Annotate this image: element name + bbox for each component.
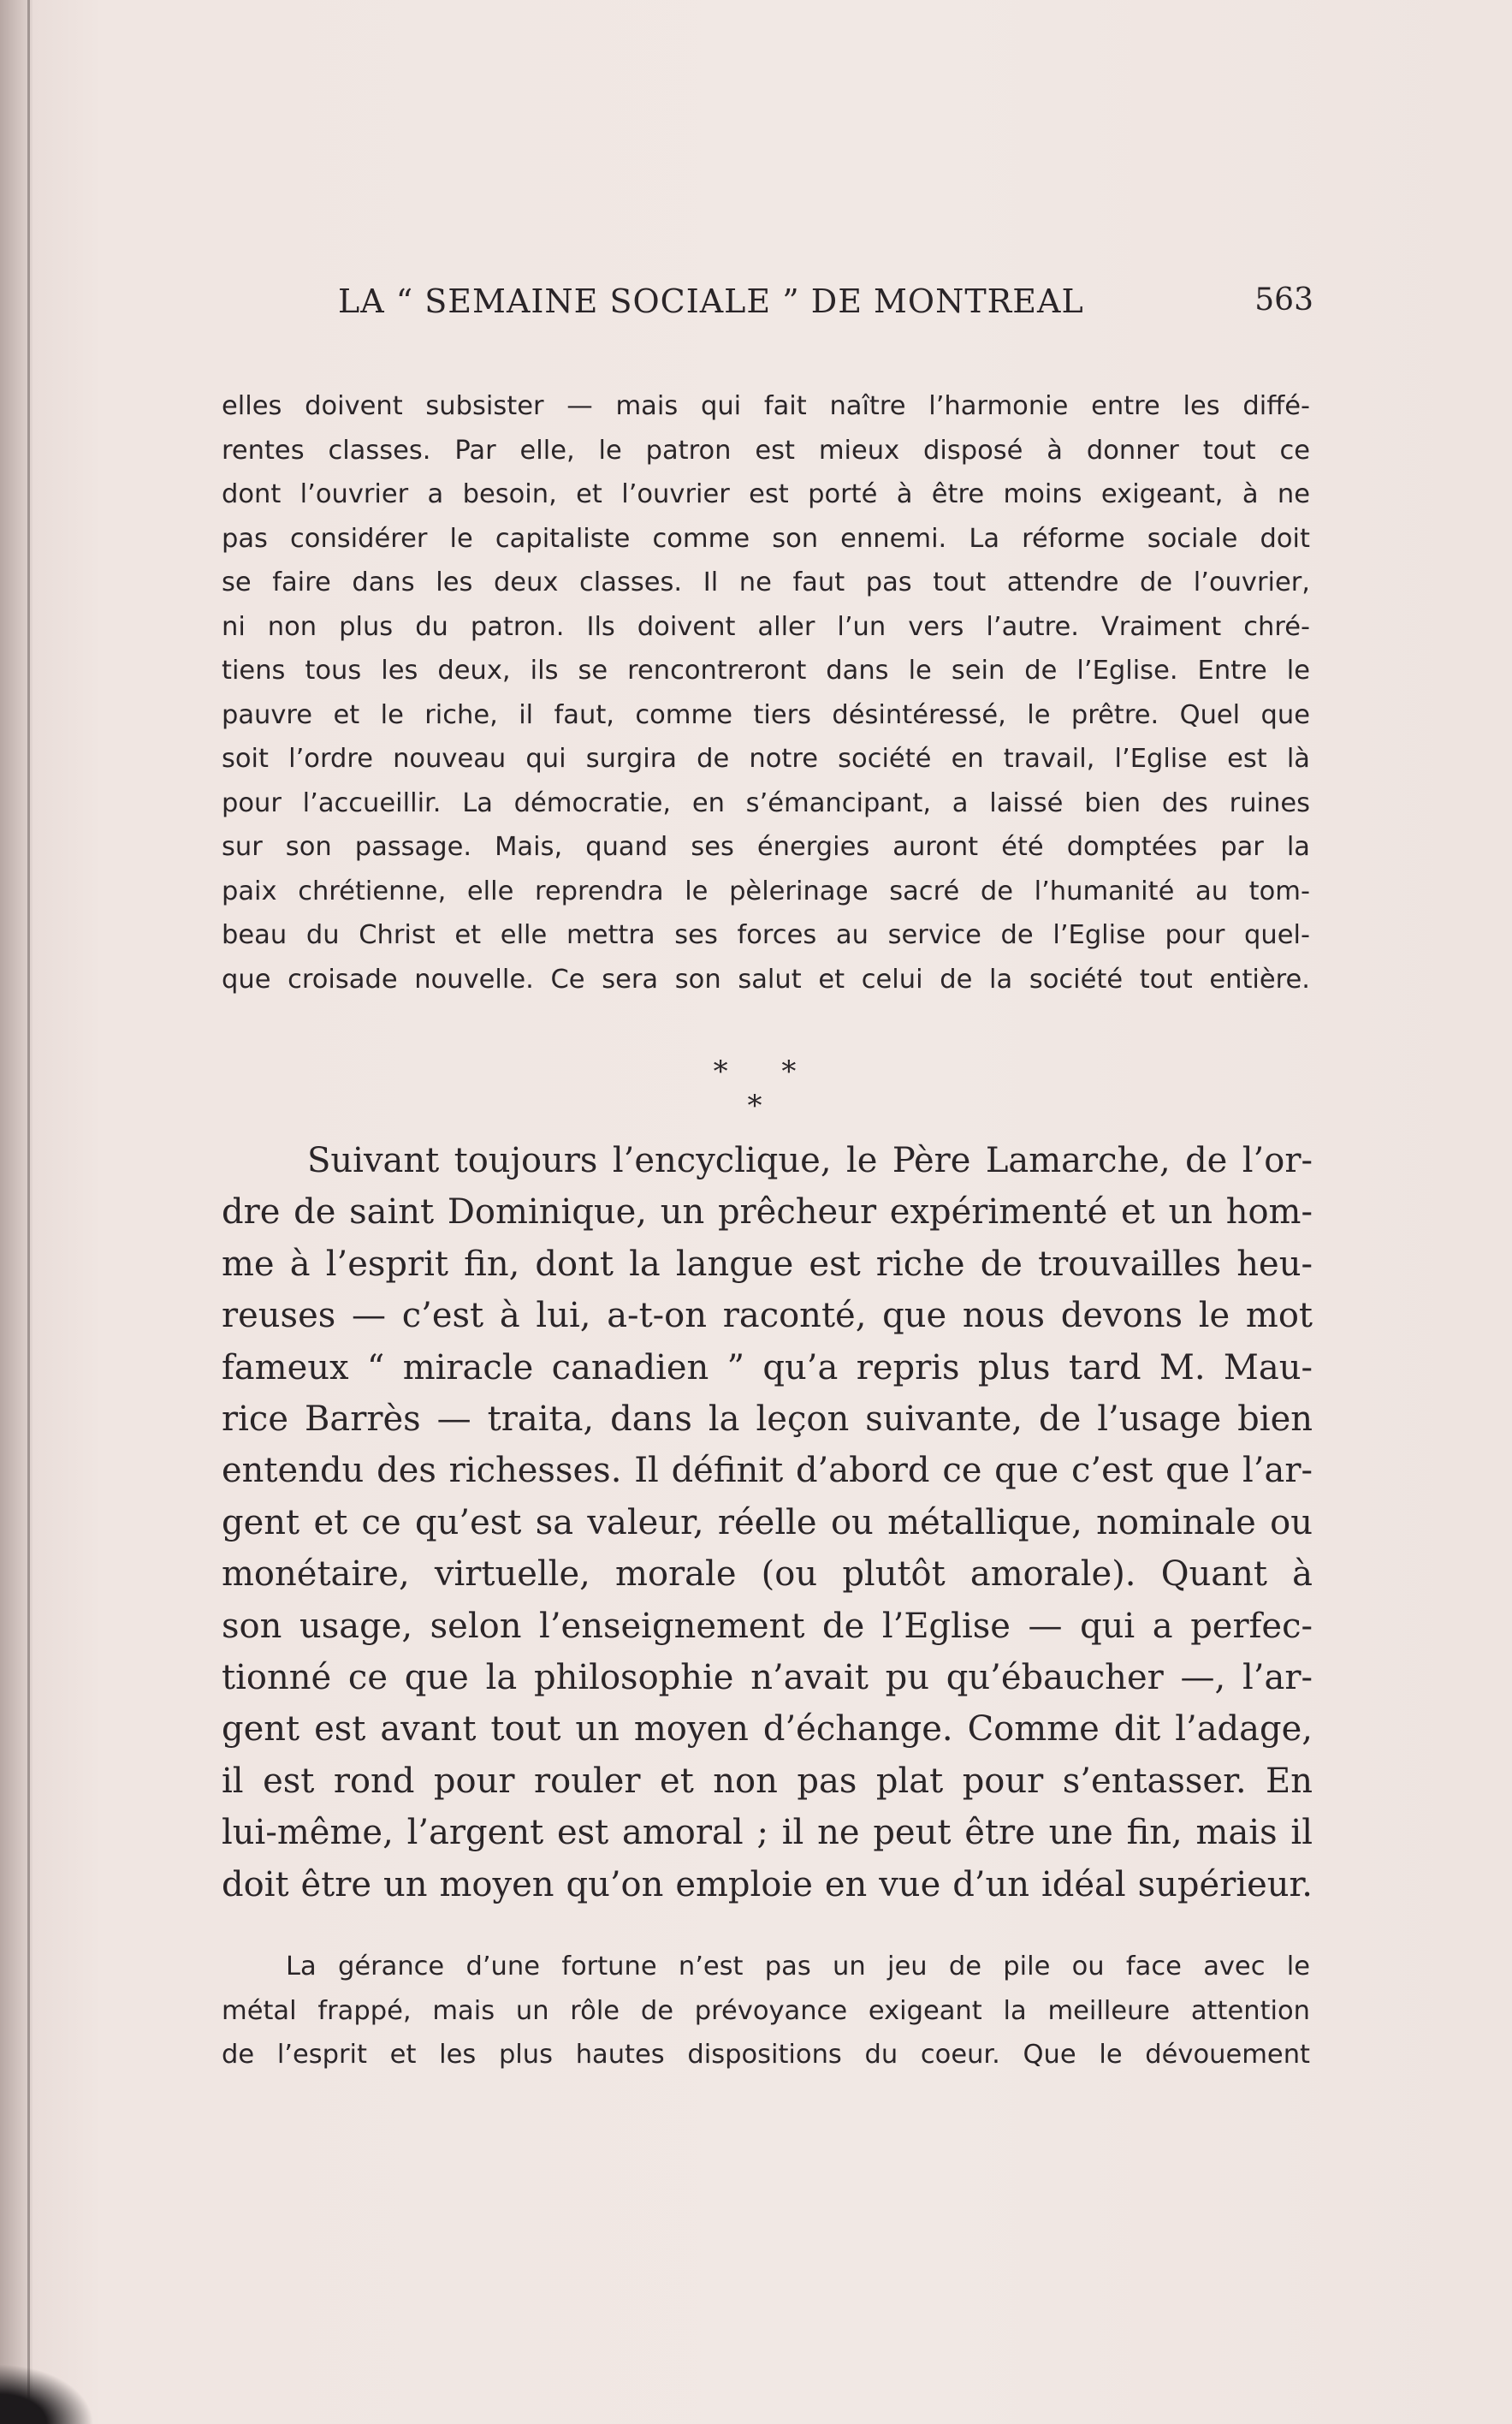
- text-line: tiens tous les deux, ils se rencontreront dans le sein de l’Eglise. Entre le: [222, 656, 1310, 686]
- text-line: il est rond pour rouler et non pas plat pour s’entasser. En: [222, 1761, 1313, 1801]
- text-line: soit l’ordre nouveau qui surgira de notre société en travail, l’Eglise est là: [222, 744, 1310, 774]
- text-line: me à l’esprit fin, dont la langue est riche de trouvailles heu-: [222, 1244, 1313, 1284]
- text-line: rice Barrès — traita, dans la leçon suivante, de l’usage bien: [222, 1399, 1313, 1440]
- text-line: se faire dans les deux classes. Il ne faut pas tout attendre de l’ouvrier,: [222, 567, 1310, 597]
- text-line: pas considérer le capitaliste comme son ennemi. La réforme sociale doit: [222, 523, 1310, 554]
- running-head: [338, 282, 1313, 325]
- text-line: son usage, selon l’enseignement de l’Eglise — qui a perfec-: [222, 1606, 1313, 1646]
- text-line: tionné ce que la philosophie n’avait pu qu’ébaucher —, l’ar-: [222, 1658, 1313, 1698]
- page-number: 563: [1254, 282, 1313, 318]
- text-line: La gérance d’une fortune n’est pas un jeu de pile ou face avec le: [286, 1952, 1310, 1981]
- text-line: pour l’accueillir. La démocratie, en s’émancipant, a laissé bien des ruines: [222, 787, 1310, 818]
- text-line: dre de saint Dominique, un prêcheur expérimenté et un hom-: [222, 1192, 1313, 1233]
- text-line: fameux “ miracle canadien ” qu’a repris plus tard M. Mau-: [222, 1347, 1313, 1387]
- binding-edge-line: [27, 0, 30, 2424]
- paragraph-3: [222, 1945, 1310, 2077]
- section-separator: * * *: [713, 1055, 819, 1123]
- text-line: monétaire, virtuelle, morale (ou plutôt amorale). Quant à: [222, 1554, 1313, 1595]
- text-line: elles doivent subsister — mais qui fait naître l’harmonie entre les diffé-: [222, 391, 1310, 421]
- text-line: lui-même, l’argent est amoral ; il ne peut être une fin, mais il: [222, 1813, 1313, 1853]
- text-line: métal frappé, mais un rôle de prévoyance exigeant la meilleure attention: [222, 1995, 1310, 2026]
- paragraph-2: [222, 1135, 1313, 1910]
- text-line: rentes classes. Par elle, le patron est mieux disposé à donner tout ce: [222, 435, 1310, 466]
- text-line: entendu des richesses. Il définit d’abord ce que c’est que l’ar-: [222, 1451, 1313, 1491]
- text-line: Suivant toujours l’encyclique, le Père Lamarche, de l’or-: [307, 1141, 1313, 1180]
- text-line: reuses — c’est à lui, a-t-on raconté, que nous devons le mot: [222, 1296, 1313, 1336]
- running-title: LA “ SEMAINE SOCIALE ” DE MONTREAL: [338, 282, 1084, 320]
- text-line: pauvre et le riche, il faut, comme tiers désintéressé, le prêtre. Quel que: [222, 699, 1310, 730]
- text-line: gent est avant tout un moyen d’échange. Comme dit l’adage,: [222, 1709, 1313, 1750]
- text-line: ni non plus du patron. Ils doivent aller l’un vers l’autre. Vraiment chré-: [222, 611, 1310, 642]
- text-line: doit être un moyen qu’on emploie en vue d’un idéal supérieur.: [222, 1864, 1313, 1904]
- text-line: de l’esprit et les plus hautes dispositions du coeur. Que le dévouement: [222, 2040, 1310, 2070]
- text-line: paix chrétienne, elle reprendra le pèlerinage sacré de l’humanité au tom-: [222, 876, 1310, 906]
- text-line: gent et ce qu’est sa valeur, réelle ou métallique, nominale ou: [222, 1502, 1313, 1542]
- paragraph-1: [222, 384, 1310, 1001]
- text-line: dont l’ouvrier a besoin, et l’ouvrier est porté à être moins exigeant, à ne: [222, 479, 1310, 509]
- text-line: que croisade nouvelle. Ce sera son salut et celui de la société tout entière.: [222, 964, 1310, 995]
- text-line: sur son passage. Mais, quand ses énergies auront été domptées par la: [222, 832, 1310, 862]
- corner-shadow: [0, 2364, 94, 2424]
- text-line: beau du Christ et elle mettra ses forces au service de l’Eglise pour quel-: [222, 920, 1310, 950]
